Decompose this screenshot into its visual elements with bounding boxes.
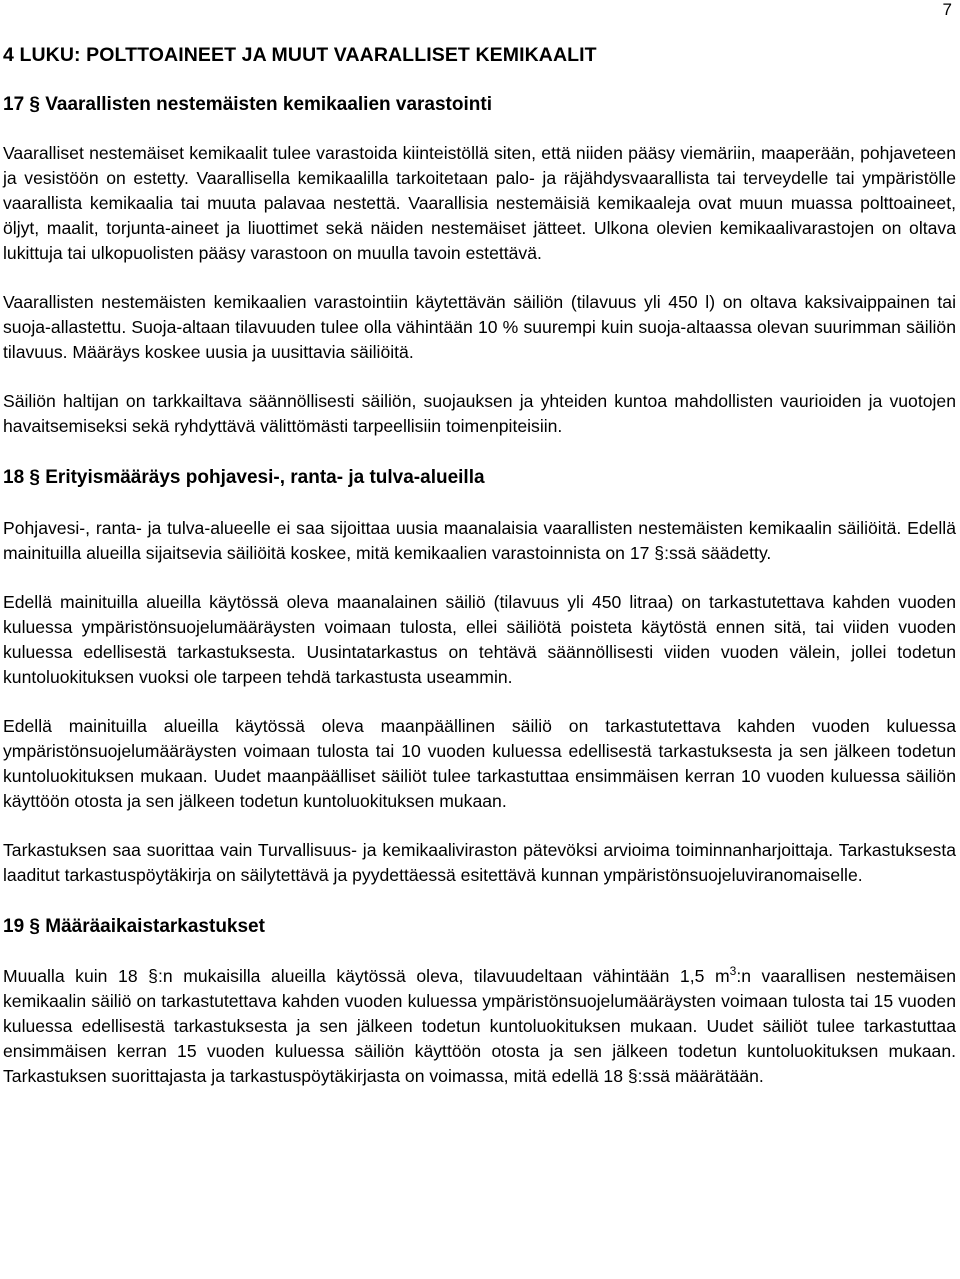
section-19-title: 19 § Määräaikaistarkastukset — [3, 916, 265, 937]
section-18-paragraph-1: Pohjavesi-, ranta- ja tulva-alueelle ei saa sijoittaa uusia maanalaisia vaarallisten nestemäisten kemikaalin säiliöitä. Edellä mainituilla alueilla sijaitsevia säiliöitä koskee, mitä kemikaalien varastoinnista on 17 §:ssä säädetty. — [3, 518, 956, 563]
section-17-paragraph-1: Vaaralliset nestemäiset kemikaalit tulee varastoida kiinteistöllä siten, että niiden pääsy viemäriin, maaperään, pohjaveteen ja vesistöön on estetty. Vaarallisella kemikaalilla tarkoitetaan palo- ja räjähdysvaarallista tai terveydelle tai ympäristölle vaarallista kemikaalia tai muuta palavaa nestettä. Vaarallisia nestemäisiä kemikaaleja ovat muun muassa polttoaineet, öljyt, maalit, torjunta-aineet ja liuottimet sekä näiden nestemäiset jätteet. Ulkona olevien kemikaalivarastojen on oltava lukittuja tai ulkopuolisten pääsy varastoon on muulla tavoin estettävä. — [3, 143, 956, 263]
page-number: 7 — [942, 0, 952, 19]
section-17-paragraph-3: Säiliön haltijan on tarkkailtava säännöllisesti säiliön, suojauksen ja yhteiden kuntoa mahdollisten vaurioiden ja vuotojen havaitsemiseksi sekä ryhdyttävä välittömästi tarpeellisiin toimenpiteisiin. — [3, 391, 956, 436]
section-17-paragraph-2: Vaarallisten nestemäisten kemikaalien varastointiin käytettävän säiliön (tilavuus yli 450 l) on oltava kaksivaippainen tai suoja-allastettu. Suoja-altaan tilavuuden tulee olla vähintään 10 % suurempi kuin suoja-altaassa olevan suurimman säiliön tilavuus. Määräys koskee uusia ja uusittavia säiliöitä. — [3, 292, 956, 362]
section-19-text-after: :n vaarallisen nestemäisen kemikaalin säiliö on tarkastutettava kahden vuoden kuluessa ympäristönsuojelumääräysten voimaan tulosta tai 15 vuoden kuluessa edellisestä tarkastuksesta ja sen jälkeen todetun kuntoluokituksen mukaan. Uudet säiliöt tulee tarkastuttaa ensimmäisen kerran 15 vuoden kuluessa säiliön käyttöön otosta ja sen jälkeen todetun kuntoluokituksen mukaan. Tarkastuksen suorittajasta ja tarkastuspöytäkirjasta on voimassa, mitä edellä 18 §:ssä määrätään. — [3, 966, 956, 1086]
section-18-paragraph-2: Edellä mainituilla alueilla käytössä oleva maanalainen säiliö (tilavuus yli 450 litraa) on tarkastutettava kahden vuoden kuluessa ympäristönsuojelumääräysten voimaan tulosta, ellei säiliötä poisteta käytöstä ennen sitä, tai viiden vuoden kuluessa edellisestä tarkastuksesta. Uusintatarkastus on tehtävä säännöllisesti viiden vuoden välein, jollei todetun kuntoluokituksen vuoksi ole tarpeen tehdä tarkastusta useammin. — [3, 592, 956, 687]
chapter-title: 4 LUKU: POLTTOAINEET JA MUUT VAARALLISET KEMIKAALIT — [3, 44, 597, 66]
superscript-3: 3 — [729, 964, 737, 979]
section-18-paragraph-4: Tarkastuksen saa suorittaa vain Turvallisuus- ja kemikaaliviraston pätevöksi arvioima toiminnanharjoittaja. Tarkastuksesta laaditut tarkastuspöytäkirja on säilytettävä ja pyydettäessä esitettävä kunnan ympäristönsuojeluviranomaiselle. — [3, 840, 956, 885]
section-18-title: 18 § Erityismääräys pohjavesi-, ranta- ja tulva-alueilla — [3, 467, 485, 488]
section-19-text-before: Muualla kuin 18 §:n mukaisilla alueilla käytössä oleva, tilavuudeltaan vähintään 1,5 m — [3, 966, 730, 986]
section-19-paragraph-1 — [3, 964, 956, 1089]
document-body — [3, 40, 956, 1089]
section-18-paragraph-3: Edellä mainituilla alueilla käytössä oleva maanpäällinen säiliö on tarkastutettava kahden vuoden kuluessa ympäristönsuojelumääräysten voimaan tulosta tai 10 vuoden kuluessa edellisestä tarkastuksesta ja sen jälkeen todetun kuntoluokituksen mukaan. Uudet maanpäälliset säiliöt tulee tarkastuttaa ensimmäisen kerran 10 vuoden kuluessa säiliön käyttöön otosta ja sen jälkeen todetun kuntoluokituksen mukaan. — [3, 716, 956, 811]
section-17-title: 17 § Vaarallisten nestemäisten kemikaalien varastointi — [3, 94, 492, 115]
